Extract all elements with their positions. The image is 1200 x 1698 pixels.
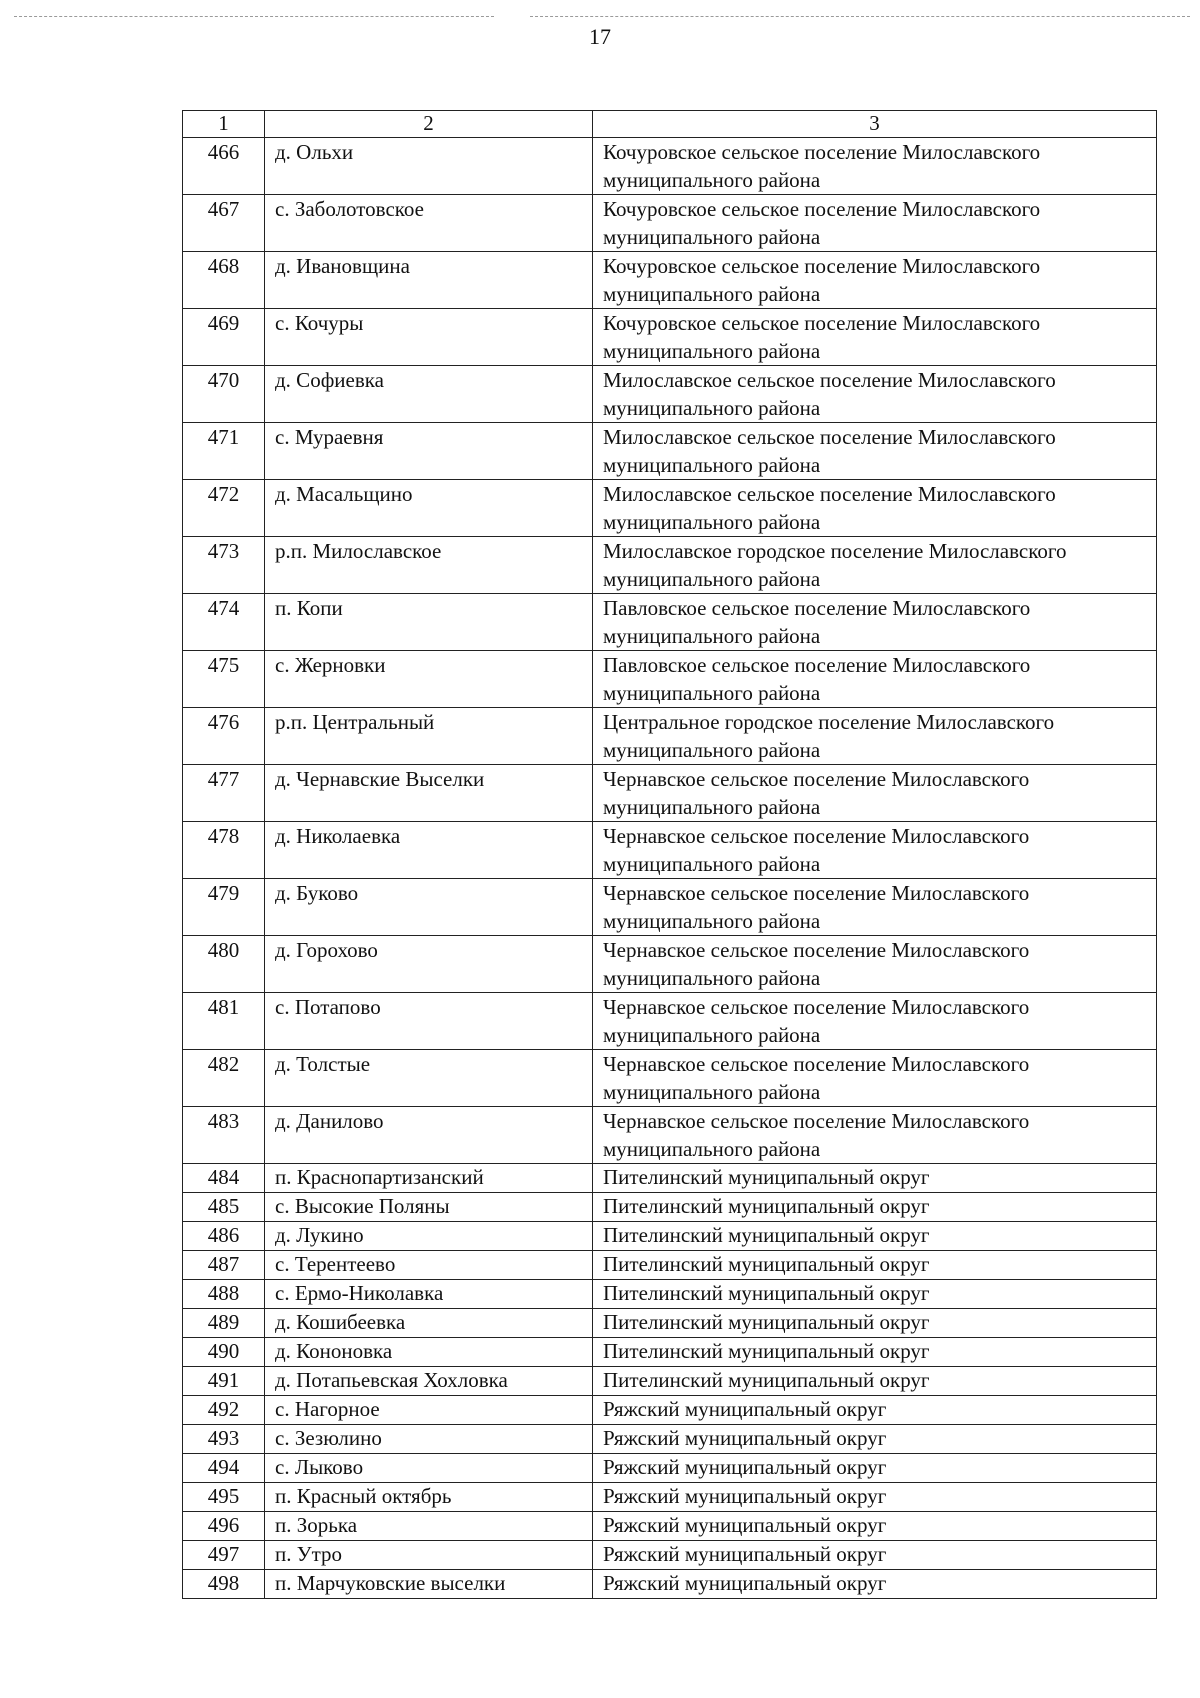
locality-name-cell: д. Горохово bbox=[265, 936, 593, 993]
table-row bbox=[183, 537, 1157, 594]
locality-name-cell: д. Кононовка bbox=[265, 1338, 593, 1367]
table-body bbox=[183, 138, 1157, 1599]
settlement-cell: Павловское сельское поселение Милославского муниципального района bbox=[593, 651, 1157, 708]
settlement-cell: Милославское сельское поселение Милославского муниципального района bbox=[593, 480, 1157, 537]
settlement-cell: Пителинский муниципальный округ bbox=[593, 1309, 1157, 1338]
settlement-cell: Кочуровское сельское поселение Милославского муниципального района bbox=[593, 195, 1157, 252]
scan-artifact-line bbox=[530, 16, 1190, 17]
locality-name-cell: с. Зезюлино bbox=[265, 1425, 593, 1454]
table-row bbox=[183, 1425, 1157, 1454]
locality-name-cell: с. Кочуры bbox=[265, 309, 593, 366]
settlement-cell: Пителинский муниципальный округ bbox=[593, 1164, 1157, 1193]
settlement-cell: Чернавское сельское поселение Милославского муниципального района bbox=[593, 993, 1157, 1050]
table-row bbox=[183, 480, 1157, 537]
settlement-cell: Ряжский муниципальный округ bbox=[593, 1454, 1157, 1483]
table-row bbox=[183, 1454, 1157, 1483]
row-number-cell: 492 bbox=[183, 1396, 265, 1425]
locality-name-cell: д. Кошибеевка bbox=[265, 1309, 593, 1338]
locality-name-cell: п. Зорька bbox=[265, 1512, 593, 1541]
settlement-cell: Кочуровское сельское поселение Милославского муниципального района bbox=[593, 252, 1157, 309]
row-number-cell: 471 bbox=[183, 423, 265, 480]
locality-name-cell: р.п. Милославское bbox=[265, 537, 593, 594]
table-row bbox=[183, 1396, 1157, 1425]
locality-name-cell: п. Красный октябрь bbox=[265, 1483, 593, 1512]
settlement-cell: Ряжский муниципальный округ bbox=[593, 1512, 1157, 1541]
row-number-cell: 487 bbox=[183, 1251, 265, 1280]
settlement-cell: Кочуровское сельское поселение Милославского муниципального района bbox=[593, 309, 1157, 366]
settlement-cell: Ряжский муниципальный округ bbox=[593, 1396, 1157, 1425]
settlement-cell: Кочуровское сельское поселение Милославского муниципального района bbox=[593, 138, 1157, 195]
table-row bbox=[183, 651, 1157, 708]
settlement-cell: Пителинский муниципальный округ bbox=[593, 1251, 1157, 1280]
table-row bbox=[183, 879, 1157, 936]
table-row bbox=[183, 1251, 1157, 1280]
locality-name-cell: д. Буково bbox=[265, 879, 593, 936]
row-number-cell: 467 bbox=[183, 195, 265, 252]
locality-name-cell: п. Краснопартизанский bbox=[265, 1164, 593, 1193]
row-number-cell: 476 bbox=[183, 708, 265, 765]
column-header-number: 1 bbox=[183, 111, 265, 138]
row-number-cell: 497 bbox=[183, 1541, 265, 1570]
table-row bbox=[183, 252, 1157, 309]
locality-name-cell: р.п. Центральный bbox=[265, 708, 593, 765]
table-row bbox=[183, 1483, 1157, 1512]
table-row bbox=[183, 195, 1157, 252]
row-number-cell: 468 bbox=[183, 252, 265, 309]
table-row bbox=[183, 1164, 1157, 1193]
locality-name-cell: д. Лукино bbox=[265, 1222, 593, 1251]
settlement-cell: Милославское городское поселение Милославского муниципального района bbox=[593, 537, 1157, 594]
row-number-cell: 495 bbox=[183, 1483, 265, 1512]
settlement-cell: Ряжский муниципальный округ bbox=[593, 1425, 1157, 1454]
locality-name-cell: с. Терентеево bbox=[265, 1251, 593, 1280]
table-row bbox=[183, 1367, 1157, 1396]
column-header-name: 2 bbox=[265, 111, 593, 138]
settlement-cell: Пителинский муниципальный округ bbox=[593, 1338, 1157, 1367]
row-number-cell: 466 bbox=[183, 138, 265, 195]
locality-name-cell: п. Марчуковские выселки bbox=[265, 1570, 593, 1599]
settlement-cell: Пителинский муниципальный округ bbox=[593, 1222, 1157, 1251]
row-number-cell: 481 bbox=[183, 993, 265, 1050]
row-number-cell: 478 bbox=[183, 822, 265, 879]
settlement-cell: Пителинский муниципальный округ bbox=[593, 1367, 1157, 1396]
row-number-cell: 488 bbox=[183, 1280, 265, 1309]
table-row bbox=[183, 765, 1157, 822]
table-row bbox=[183, 708, 1157, 765]
locality-name-cell: д. Николаевка bbox=[265, 822, 593, 879]
locality-name-cell: д. Толстые bbox=[265, 1050, 593, 1107]
table-row bbox=[183, 1541, 1157, 1570]
settlement-cell: Центральное городское поселение Милославского муниципального района bbox=[593, 708, 1157, 765]
settlement-cell: Чернавское сельское поселение Милославского муниципального района bbox=[593, 1050, 1157, 1107]
row-number-cell: 494 bbox=[183, 1454, 265, 1483]
page-number: 17 bbox=[589, 24, 611, 49]
settlement-cell: Пителинский муниципальный округ bbox=[593, 1193, 1157, 1222]
column-header-settlement: 3 bbox=[593, 111, 1157, 138]
table-row bbox=[183, 594, 1157, 651]
table-row bbox=[183, 423, 1157, 480]
row-number-cell: 469 bbox=[183, 309, 265, 366]
settlement-cell: Чернавское сельское поселение Милославского муниципального района bbox=[593, 936, 1157, 993]
row-number-cell: 474 bbox=[183, 594, 265, 651]
settlements-table bbox=[182, 110, 1157, 1599]
table-row bbox=[183, 1512, 1157, 1541]
row-number-cell: 473 bbox=[183, 537, 265, 594]
row-number-cell: 483 bbox=[183, 1107, 265, 1164]
table-header-row bbox=[183, 111, 1157, 138]
settlement-cell: Милославское сельское поселение Милославского муниципального района bbox=[593, 423, 1157, 480]
table-row bbox=[183, 1309, 1157, 1338]
row-number-cell: 486 bbox=[183, 1222, 265, 1251]
settlement-cell: Чернавское сельское поселение Милославского муниципального района bbox=[593, 879, 1157, 936]
settlement-cell: Павловское сельское поселение Милославского муниципального района bbox=[593, 594, 1157, 651]
table-row bbox=[183, 138, 1157, 195]
row-number-cell: 496 bbox=[183, 1512, 265, 1541]
settlement-cell: Милославское сельское поселение Милославского муниципального района bbox=[593, 366, 1157, 423]
table-row bbox=[183, 993, 1157, 1050]
row-number-cell: 485 bbox=[183, 1193, 265, 1222]
row-number-cell: 477 bbox=[183, 765, 265, 822]
locality-name-cell: д. Чернавские Выселки bbox=[265, 765, 593, 822]
table-row bbox=[183, 1570, 1157, 1599]
locality-name-cell: д. Данилово bbox=[265, 1107, 593, 1164]
row-number-cell: 491 bbox=[183, 1367, 265, 1396]
table-row bbox=[183, 1107, 1157, 1164]
settlement-cell: Ряжский муниципальный округ bbox=[593, 1483, 1157, 1512]
row-number-cell: 479 bbox=[183, 879, 265, 936]
locality-name-cell: с. Лыково bbox=[265, 1454, 593, 1483]
locality-name-cell: с. Ермо-Николавка bbox=[265, 1280, 593, 1309]
row-number-cell: 482 bbox=[183, 1050, 265, 1107]
row-number-cell: 472 bbox=[183, 480, 265, 537]
locality-name-cell: д. Ивановщина bbox=[265, 252, 593, 309]
locality-name-cell: с. Потапово bbox=[265, 993, 593, 1050]
row-number-cell: 489 bbox=[183, 1309, 265, 1338]
row-number-cell: 480 bbox=[183, 936, 265, 993]
row-number-cell: 484 bbox=[183, 1164, 265, 1193]
locality-name-cell: п. Утро bbox=[265, 1541, 593, 1570]
table-row bbox=[183, 1193, 1157, 1222]
table-row bbox=[183, 1280, 1157, 1309]
row-number-cell: 498 bbox=[183, 1570, 265, 1599]
locality-name-cell: с. Высокие Поляны bbox=[265, 1193, 593, 1222]
locality-name-cell: д. Ольхи bbox=[265, 138, 593, 195]
table-row bbox=[183, 1222, 1157, 1251]
settlement-cell: Пителинский муниципальный округ bbox=[593, 1280, 1157, 1309]
settlement-cell: Ряжский муниципальный округ bbox=[593, 1541, 1157, 1570]
settlement-cell: Чернавское сельское поселение Милославского муниципального района bbox=[593, 1107, 1157, 1164]
table-row bbox=[183, 822, 1157, 879]
settlement-cell: Ряжский муниципальный округ bbox=[593, 1570, 1157, 1599]
table-row bbox=[183, 366, 1157, 423]
settlement-cell: Чернавское сельское поселение Милославского муниципального района bbox=[593, 765, 1157, 822]
locality-name-cell: д. Софиевка bbox=[265, 366, 593, 423]
locality-name-cell: д. Потапьевская Хохловка bbox=[265, 1367, 593, 1396]
locality-name-cell: д. Масальщино bbox=[265, 480, 593, 537]
locality-name-cell: с. Жерновки bbox=[265, 651, 593, 708]
table-row bbox=[183, 1338, 1157, 1367]
scan-artifact-line bbox=[14, 16, 494, 17]
locality-name-cell: с. Мураевня bbox=[265, 423, 593, 480]
row-number-cell: 493 bbox=[183, 1425, 265, 1454]
table-row bbox=[183, 936, 1157, 993]
settlement-cell: Чернавское сельское поселение Милославского муниципального района bbox=[593, 822, 1157, 879]
locality-name-cell: с. Заболотовское bbox=[265, 195, 593, 252]
table-row bbox=[183, 309, 1157, 366]
row-number-cell: 475 bbox=[183, 651, 265, 708]
locality-name-cell: п. Копи bbox=[265, 594, 593, 651]
table-row bbox=[183, 1050, 1157, 1107]
row-number-cell: 470 bbox=[183, 366, 265, 423]
locality-name-cell: с. Нагорное bbox=[265, 1396, 593, 1425]
row-number-cell: 490 bbox=[183, 1338, 265, 1367]
